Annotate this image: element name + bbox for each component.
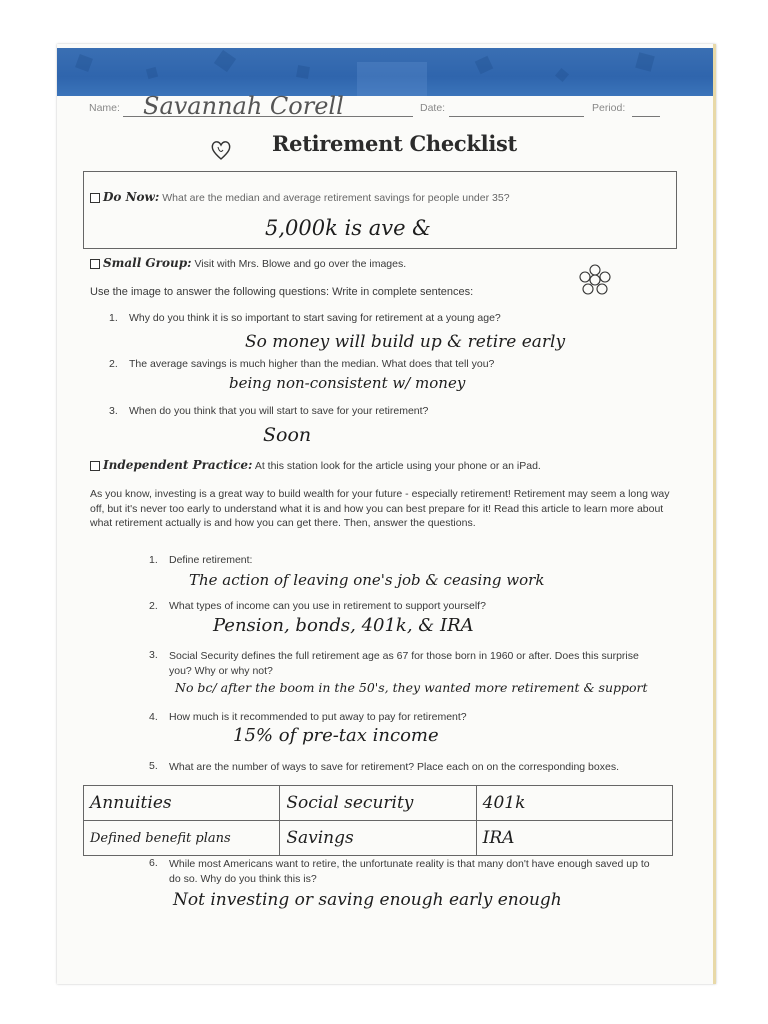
sg-q3-number: 3. [109,405,118,417]
table-cell: Social security [280,786,476,821]
ip-q3-text: Social Security defines the full retirement age as 67 for those born in 1960 or after. Does this surprise you? Why or why not? [169,650,639,677]
ip-q4-text: How much is it recommended to put away to pay for retirement? [169,711,467,723]
table-cell: 401k [476,786,672,821]
worksheet-title: Retirement Checklist [272,131,517,156]
sg-q1-number: 1. [109,312,118,324]
ip-q4-number: 4. [149,711,158,723]
independent-instruction: At this station look for the article using your phone or an iPad. [254,460,541,472]
small-group-instruction: Visit with Mrs. Blowe and go over the images. [194,258,407,270]
do-now-checkbox[interactable] [90,193,100,203]
ip-q4-answer: 15% of pre-tax income [233,725,439,746]
date-line [449,116,584,117]
do-now-question: What are the median and average retirement savings for people under 35? [162,192,510,204]
date-label: Date: [420,102,446,114]
sg-q2-text: The average savings is much higher than the median. What does that tell you? [129,358,495,370]
sg-q2-number: 2. [109,358,118,370]
small-group-label: Small Group: [103,256,192,270]
table-row [84,821,673,856]
independent-label: Independent Practice: [103,458,253,472]
retirement-savings-table [83,785,673,856]
ip-q6-text: While most Americans want to retire, the unfortunate reality is that many don't have enough saved up to do so. Why do you think this is? [169,858,650,885]
ip-q5-number: 5. [149,760,158,772]
small-group-checkbox[interactable] [90,259,100,269]
ip-q1-answer: The action of leaving one's job & ceasing work [189,571,545,589]
worksheet-page [57,44,716,984]
table-cell: IRA [476,821,672,856]
ip-q2-text: What types of income can you use in retirement to support yourself? [169,600,486,612]
ip-q2-number: 2. [149,600,158,612]
ip-q1-number: 1. [149,554,158,566]
sg-q1-text: Why do you think it is so important to start saving for retirement at a young age? [129,312,501,324]
period-line [632,116,660,117]
table-cell: Annuities [84,786,280,821]
table-row [84,786,673,821]
ip-q1-text: Define retirement: [169,554,253,566]
ip-q6-number: 6. [149,857,158,869]
banner-pattern [57,48,713,96]
small-group-directions: Use the image to answer the following questions: Write in complete sentences: [90,286,474,298]
sg-q3-answer: Soon [263,424,312,446]
heart-doodle-icon [209,138,233,162]
student-name: Savannah Corell [143,92,344,120]
sg-q1-answer: So money will build up & retire early [245,332,566,352]
independent-checkbox[interactable] [90,461,100,471]
header-banner [57,48,713,96]
do-now-prompt [90,190,510,204]
period-label: Period: [592,102,626,114]
article-intro-paragraph: As you know, investing is a great way to build wealth for your future - especially retirement! Retirement may seem a long way off, but it's never too early to understand what it is and how you can best prepare for it! Read this article to learn more about what retirement actually is and how you can get there. Then, answer the questions. [90,488,670,529]
do-now-label: Do Now: [103,190,160,204]
name-label: Name: [89,102,120,114]
flower-doodle-icon [577,262,613,298]
ip-q5-text: What are the number of ways to save for retirement? Place each on on the corresponding boxes. [169,761,619,773]
ip-q6-answer: Not investing or saving enough early enough [173,890,562,910]
ip-q3-answer: No bc/ after the boom in the 50's, they wanted more retirement & support [175,680,648,695]
ip-q2-answer: Pension, bonds, 401k, & IRA [213,615,474,636]
table-cell: Defined benefit plans [84,821,280,856]
small-group-prompt [90,256,406,270]
do-now-answer: 5,000k is ave & [265,216,431,240]
independent-prompt [90,458,541,472]
sg-q3-text: When do you think that you will start to save for your retirement? [129,405,429,417]
table-cell: Savings [280,821,476,856]
sg-q2-answer: being non-consistent w/ money [229,374,466,392]
ip-q3-number: 3. [149,649,158,661]
